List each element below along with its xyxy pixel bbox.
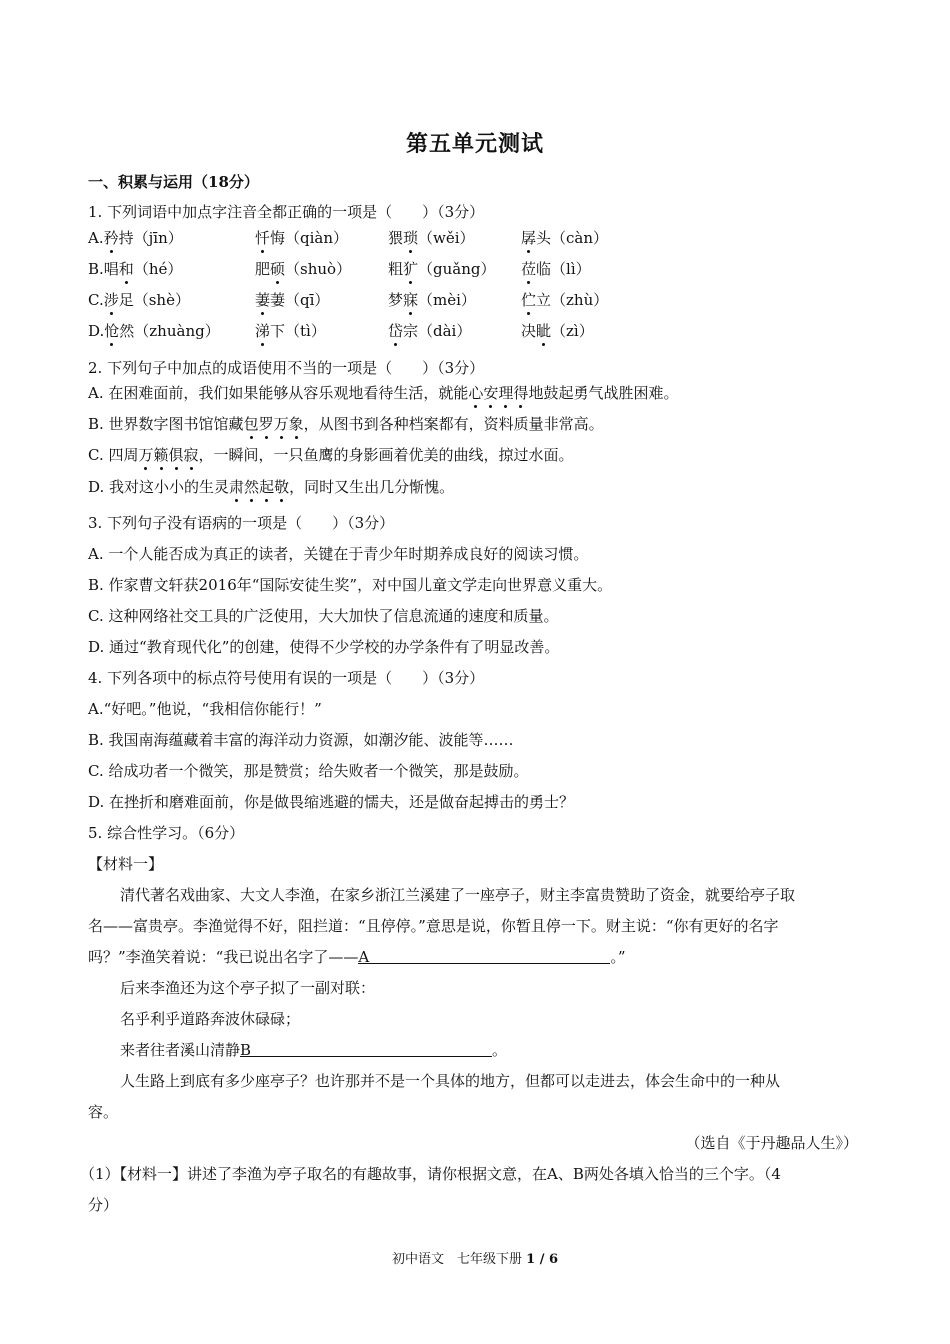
word-prefix: A. [88, 229, 104, 247]
dotted-idiom [229, 478, 289, 496]
dotted-character: 籁 [153, 446, 169, 464]
question-3-option-a: A. 一个人能否成为真正的读者，关键在于青少年时期养成良好的阅读习惯。 [88, 545, 589, 563]
dotted-character: 敬 [274, 478, 290, 496]
sub-question-1: （1）【材料一】讲述了李渔为亭子取名的有趣故事，请你根据文意，在A、B两处各填入恰当的三个字。（4 [80, 1165, 781, 1183]
dotted-character: 万 [273, 415, 289, 433]
question-1-word [88, 259, 182, 279]
question-1-word [255, 228, 348, 248]
passage-text: 吗？”李渔笑着说：“我已说出名字了—— [88, 948, 359, 966]
dotted-character: 寂 [183, 446, 199, 464]
dotted-character: 起 [259, 478, 275, 496]
word-prefix: 梦 [388, 291, 404, 309]
word-suffix: 悔（qiàn） [270, 229, 349, 247]
word-suffix: 立（zhù） [536, 291, 609, 309]
word-suffix: 足（shè） [118, 291, 190, 309]
question-3-option-b: B. 作家曹文轩获2016年“国际安徒生奖”，对中国儿童文学走向世界意义重大。 [88, 576, 613, 594]
question-2-option-c [88, 445, 574, 465]
dotted-character: 肃 [229, 478, 245, 496]
question-2-stem: 2. 下列句子中加点的成语使用不当的一项是（ ）（3分） [88, 359, 485, 377]
dotted-character: 莅 [521, 260, 537, 278]
dotted-character: 犷 [403, 260, 419, 278]
passage-line: 后来李渔还为这个亭子拟了一副对联： [120, 979, 376, 997]
page-footer [0, 1248, 950, 1267]
question-1-word [88, 321, 220, 341]
passage-line: 清代著名戏曲家、大文人李渔，在家乡浙江兰溪建了一座亭子，财主李富贵赞助了资金，就要给亭子取 [120, 886, 796, 904]
question-1-word [388, 228, 475, 248]
question-2-option-d [88, 477, 454, 497]
question-3-option-c: C. 这种网络社交工具的广泛使用，大大加快了信息流通的速度和质量。 [88, 607, 559, 625]
question-1-word [388, 321, 471, 341]
word-suffix: 然（zhuàng） [119, 322, 220, 340]
question-1-option-row [88, 290, 688, 310]
footer-course: 初中语文 七年级下册 [391, 1252, 522, 1267]
dotted-character: 伫 [521, 291, 537, 309]
option-text: A. 在困难面前，我们如果能够从容乐观地看待生活，就能 [88, 384, 469, 402]
page-title: 第五单元测试 [405, 131, 544, 157]
question-3-stem: 3. 下列句子没有语病的一项是（ ）（3分） [88, 514, 395, 532]
question-4-option-c: C. 给成功者一个微笑，那是赞赏；给失败者一个微笑，那是鼓励。 [88, 762, 529, 780]
word-prefix: C. [88, 291, 104, 309]
word-suffix: （guǎng） [418, 260, 496, 278]
word-suffix: （hé） [133, 260, 183, 278]
couplet-line-2 [120, 1040, 507, 1060]
passage-text: 。 [492, 1041, 508, 1059]
dotted-character: 包 [243, 415, 259, 433]
question-1-word [255, 259, 351, 279]
dotted-character: 万 [138, 446, 154, 464]
word-prefix: 肥 [255, 260, 271, 278]
passage-line [88, 947, 626, 967]
dotted-character: 眦 [536, 322, 552, 340]
blank-label-a: A [358, 948, 370, 966]
dotted-character: 得 [513, 384, 529, 402]
option-text: 地鼓起勇气战胜困难。 [528, 384, 679, 402]
question-1-word [88, 290, 190, 310]
dotted-character: 涕 [255, 322, 271, 340]
question-5-stem: 5. 综合性学习。（6分） [88, 824, 245, 842]
word-prefix: 猥 [388, 229, 404, 247]
section-heading: 一、积累与运用（18分） [88, 173, 259, 191]
dotted-character: 罗 [258, 415, 274, 433]
question-1-word [521, 321, 594, 341]
question-1-stem: 1. 下列词语中加点字注音全都正确的一项是（ ）（3分） [88, 203, 485, 221]
question-1-word [88, 228, 183, 248]
option-text: ，一瞬间，一只鱼鹰的身影画着优美的曲线，掠过水面。 [198, 446, 574, 464]
word-suffix: （mèi） [418, 291, 476, 309]
question-4-option-a: A.“好吧。”他说，“我相信你能行！” [88, 700, 322, 718]
word-prefix: 决 [521, 322, 537, 340]
word-suffix: （wěi） [418, 229, 475, 247]
option-text: B. 世界数字图书馆馆藏 [88, 415, 244, 433]
dotted-idiom [244, 415, 304, 433]
option-text: D. 我对这小小的生灵 [88, 478, 230, 496]
option-text: ，从图书到各种档案都有，资料质量非常高。 [303, 415, 604, 433]
question-2-option-a [88, 383, 678, 403]
dotted-character: 岱 [388, 322, 404, 340]
word-suffix: （shuò） [285, 260, 352, 278]
dotted-character: 安 [483, 384, 499, 402]
answer-blank-b[interactable] [240, 1040, 492, 1057]
dotted-character: 琐 [403, 229, 419, 247]
question-4-stem: 4. 下列各项中的标点符号使用有误的一项是（ ）（3分） [88, 669, 485, 687]
question-1-word [521, 290, 608, 310]
dotted-character: 怆 [104, 322, 120, 340]
question-1-word [521, 259, 591, 279]
question-1-word [521, 228, 608, 248]
dotted-idiom [468, 384, 528, 402]
question-3-option-d: D. 通过“教育现代化”的创建，使得不少学校的办学条件有了明显改善。 [88, 638, 560, 656]
material-label: 【材料一】 [88, 855, 164, 873]
option-text: C. 四周 [88, 446, 139, 464]
question-4-option-d: D. 在挫折和磨难面前，你是做畏缩逃避的懦夫，还是做奋起搏击的勇士？ [88, 793, 575, 811]
source-citation: （选自《于丹趣品人生》） [685, 1134, 858, 1152]
dotted-character: 萋 [255, 291, 271, 309]
question-1-option-row [88, 321, 688, 341]
question-2-option-b [88, 414, 604, 434]
dotted-character: 理 [498, 384, 514, 402]
word-suffix: 头（càn） [536, 229, 609, 247]
sub-question-1-cont: 分） [88, 1196, 119, 1214]
word-prefix: B.唱 [88, 260, 119, 278]
dotted-character: 心 [468, 384, 484, 402]
question-4-option-b: B. 我国南海蕴藏着丰富的海洋动力资源，如潮汐能、波能等…… [88, 731, 514, 749]
word-suffix: 临（lì） [536, 260, 591, 278]
passage-text: 来者往者溪山清静 [120, 1041, 241, 1059]
word-prefix: D. [88, 322, 105, 340]
dotted-character: 孱 [521, 229, 537, 247]
word-suffix: 下（tì） [270, 322, 326, 340]
dotted-character: 忏 [255, 229, 271, 247]
page-number: 1 / 6 [526, 1252, 559, 1267]
word-prefix: 粗 [388, 260, 404, 278]
question-1-word [255, 290, 329, 310]
word-suffix: 萋（qī） [270, 291, 330, 309]
passage-line: 名——富贵亭。李渔觉得不好，阻拦道：“且停停。”意思是说，你暂且停一下。财主说：“你有更好的名字 [88, 917, 779, 935]
dotted-character: 硕 [270, 260, 286, 278]
question-1-option-row [88, 259, 688, 279]
word-suffix: 持（jīn） [118, 229, 183, 247]
word-suffix: 宗（dài） [403, 322, 472, 340]
dotted-character: 寐 [403, 291, 419, 309]
question-1-word [255, 321, 326, 341]
option-text: ，同时又生出几分惭愧。 [289, 478, 455, 496]
dotted-idiom [138, 446, 198, 464]
couplet-line-1: 名乎利乎道路奔波休碌碌； [120, 1010, 301, 1028]
word-suffix: （zì） [551, 322, 594, 340]
question-1-word [388, 259, 496, 279]
passage-text: 。” [610, 948, 626, 966]
question-1-option-row [88, 228, 688, 248]
passage-line: 人生路上到底有多少座亭子？也许那并不是一个具体的地方，但都可以走进去，体会生命中的一种从 [120, 1072, 781, 1090]
dotted-character: 涉 [103, 291, 119, 309]
dotted-character: 俱 [168, 446, 184, 464]
dotted-character: 矜 [103, 229, 119, 247]
dotted-character: 和 [118, 260, 134, 278]
dotted-character: 象 [288, 415, 304, 433]
passage-line: 容。 [88, 1103, 119, 1121]
answer-blank-a[interactable] [358, 947, 610, 964]
question-1-word [388, 290, 476, 310]
blank-label-b: B [240, 1041, 252, 1059]
dotted-character: 然 [244, 478, 260, 496]
